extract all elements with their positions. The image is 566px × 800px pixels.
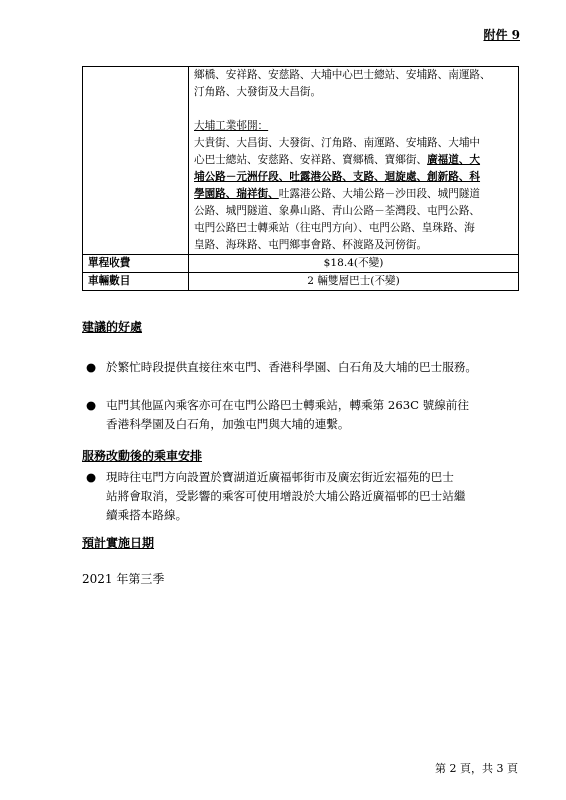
benefit-text	[106, 396, 522, 434]
routing-text-line	[194, 152, 513, 169]
arrangement-line: 現時往屯門方向設置於寶湖道近廣福邨街市及廣宏街近宏福苑的巴士	[106, 470, 454, 484]
table-row	[83, 255, 519, 273]
new-routing-segment: 埔公路－元洲仔段、吐露港公路、支路、迴旋處、創新路、科	[194, 171, 481, 183]
routing-text-line: 屯門公路巴士轉乘站（往屯門方向）、屯門公路、皇珠路、海	[194, 222, 475, 234]
bullet-icon: ●	[86, 360, 97, 374]
routing-segment: 吐露港公路、大埔公路－沙田段、城門隧道	[278, 188, 481, 200]
arrangement-line: 續乘搭本路線。	[106, 508, 188, 522]
list-item	[82, 396, 522, 434]
benefit-line: 香港科學園及白石角，加強屯門與大埔的連繫。	[106, 417, 350, 431]
vehicles-value: 2 輛雙層巴士(不變)	[189, 273, 519, 291]
fare-value: $18.4(不變)	[189, 255, 519, 273]
vehicles-label: 車輛數目	[83, 273, 189, 291]
arrangement-text	[106, 468, 522, 525]
implementation-heading: 預計實施日期	[82, 536, 155, 550]
routing-text-line: 公路、城門隧道、象鼻山路、青山公路－荃灣段、屯門公路、	[194, 205, 481, 217]
routing-text-line: 汀角路、大發街及大昌街。	[194, 86, 322, 98]
table-row	[83, 273, 519, 291]
routing-cell	[189, 67, 519, 255]
routing-text-line	[194, 186, 513, 203]
routing-text-line: 大貴街、大昌街、大發街、汀角路、南運路、安埔路、大埔中	[194, 137, 481, 149]
bullet-icon: ●	[86, 398, 97, 412]
arrangement-line: 站將會取消，受影響的乘客可使用增設於大埔公路近廣福邨的巴士站繼	[106, 489, 466, 503]
list-item	[82, 358, 522, 377]
benefit-text: 於繁忙時段提供直接往來屯門、香港科學園、白石角及大埔的巴士服務。	[106, 360, 478, 374]
industrial-subtitle: 大埔工業邨開：	[194, 120, 269, 132]
route-details-table	[82, 66, 519, 291]
list-item	[82, 468, 522, 525]
fare-label: 單程收費	[83, 255, 189, 273]
benefit-line: 屯門其他區內乘客亦可在屯門公路巴士轉乘站，轉乘第 263C 號線前往	[106, 398, 469, 412]
benefits-heading: 建議的好處	[82, 320, 143, 334]
routing-text-line: 鄉橋、安祥路、安慈路、大埔中心巴士總站、安埔路、南運路、	[194, 69, 491, 81]
new-routing-segment: 廣福道、大	[427, 154, 481, 166]
routing-label-cell	[83, 67, 189, 255]
bullet-icon: ●	[86, 470, 97, 484]
implementation-date: 2021 年第三季	[82, 572, 165, 586]
arrangements-heading: 服務改動後的乘車安排	[82, 449, 203, 463]
routing-segment: 心巴士總站、安慈路、安祥路、寶鄉橋、寶鄉街、	[194, 154, 428, 166]
page-number: 第 2 頁，共 3 頁	[435, 762, 518, 775]
new-routing-segment: 學園路、瑞祥街、	[194, 188, 279, 200]
routing-text-line: 皇路、海珠路、屯門鄉事會路、杯渡路及河傍街。	[194, 239, 428, 251]
annex-label: 附件 9	[483, 28, 520, 42]
table-row	[83, 67, 519, 255]
